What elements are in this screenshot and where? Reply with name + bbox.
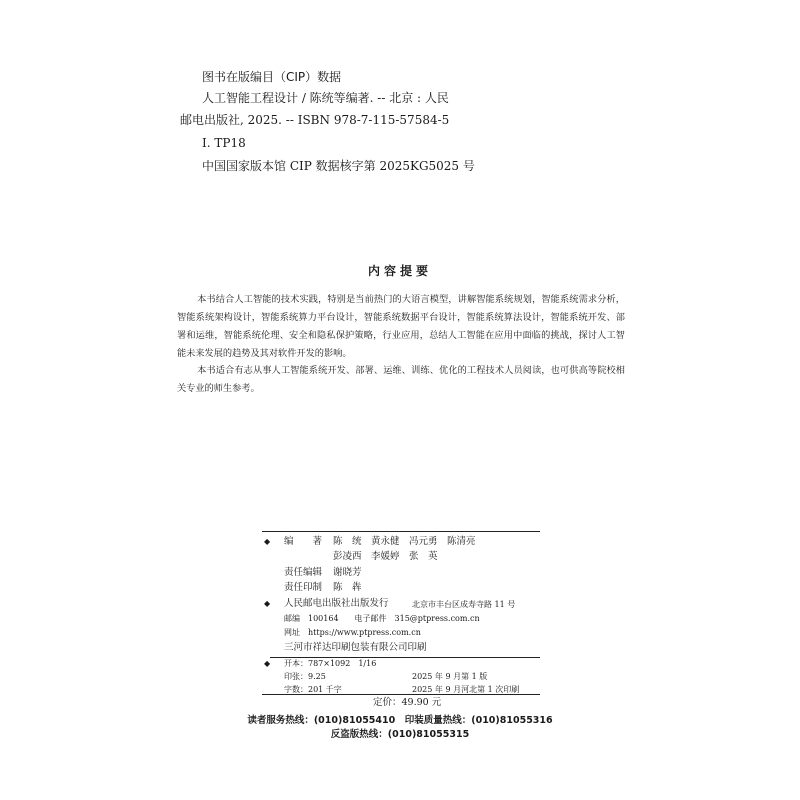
antipiracy-hotline: 反盗版热线：(010)81055315 bbox=[330, 729, 470, 740]
edition: 2025 年 9 月第 1 版 bbox=[412, 672, 488, 681]
colophon-bottom-rule bbox=[262, 694, 540, 695]
printing: 2025 年 9 月河北第 1 次印刷 bbox=[412, 685, 520, 694]
print-sheets: 印张：9.25 bbox=[284, 672, 326, 681]
abstract-p1-text: 本书结合人工智能的技术实践，特别是当前热门的大语言模型，讲解智能系统规划，智能系统需求分析，智能系统架构设计，智能系统算力平台设计，智能系统数据平台设计，智能系统算法设计，智能系统开发、部署和运维，智能系统伦理、安全和隐私保护策略，行业应用，总结人工智能在应用中面临的挑战，探讨人工智能未来发展的趋势及其对软件开发的影响。 bbox=[177, 294, 625, 359]
cip-line-4: 中国国家版本馆 CIP 数据核字第 2025KG5025 号 bbox=[202, 159, 475, 173]
cip-line-2: 邮电出版社, 2025. -- ISBN 978-7-115-57584-5 bbox=[180, 113, 450, 127]
editor-label: 责任编辑 bbox=[284, 567, 323, 578]
bullet-diamond-icon: ◆ bbox=[264, 537, 271, 546]
authors-line-2: 彭凌西 李媛婷 张 英 bbox=[333, 551, 438, 562]
editor-name: 谢晓芳 bbox=[333, 567, 362, 578]
reader-hotlines: 读者服务热线：(010)81055410 印装质量热线：(010)81055316 bbox=[247, 715, 553, 726]
abstract-paragraph-2 bbox=[177, 362, 625, 398]
cip-line-3: I. TP18 bbox=[202, 136, 246, 150]
bullet-diamond-icon: ◆ bbox=[264, 599, 271, 608]
book-format: 开本：787×1092 1/16 bbox=[284, 659, 377, 668]
colophon-mid-rule bbox=[270, 657, 540, 658]
word-count: 字数：201 千字 bbox=[284, 685, 342, 694]
authors-label: 编 著 bbox=[284, 536, 323, 547]
publisher: 人民邮电出版社出版发行 bbox=[284, 598, 389, 609]
cip-title: 图书在版编目（CIP）数据 bbox=[202, 70, 342, 84]
print-manager-name: 陈 犇 bbox=[333, 582, 362, 593]
authors-line-1: 陈 统 黄永健 冯元勇 陈清亮 bbox=[333, 536, 476, 547]
abstract-title: 内容提要 bbox=[367, 264, 432, 278]
abstract-p2-text: 本书适合有志从事人工智能系统开发、部署、运维、训练、优化的工程技术人员阅读，也可供高等院校相关专业的师生参考。 bbox=[177, 365, 625, 394]
abstract-paragraph-1 bbox=[177, 291, 625, 363]
website: 网址 https://www.ptpress.com.cn bbox=[284, 628, 421, 637]
cip-line-1: 人工智能工程设计 / 陈统等编著. -- 北京 : 人民 bbox=[202, 91, 449, 105]
printer: 三河市祥达印刷包装有限公司印刷 bbox=[284, 642, 427, 653]
publisher-address: 北京市丰台区成寿寺路 11 号 bbox=[412, 600, 516, 609]
postcode-email: 邮编 100164 电子邮件 315@ptpress.com.cn bbox=[284, 614, 480, 623]
price: 定价：49.90 元 bbox=[373, 697, 442, 708]
bullet-diamond-icon: ◆ bbox=[264, 659, 271, 668]
print-manager-label: 责任印制 bbox=[284, 582, 323, 593]
colophon-top-rule bbox=[262, 531, 540, 532]
